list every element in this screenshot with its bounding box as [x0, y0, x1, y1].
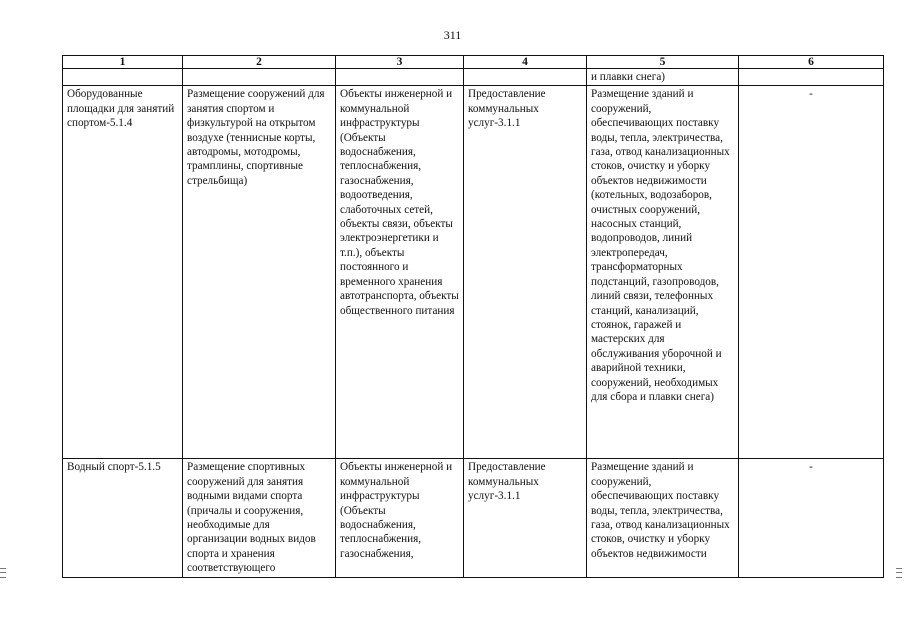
table-cell: Оборудованные площадки для занятий спортом-5.1.4	[63, 86, 183, 459]
scan-edge-mark	[896, 568, 902, 578]
table-cell	[464, 69, 587, 86]
table-cell: и плавки снега)	[587, 69, 739, 86]
column-header: 6	[739, 56, 884, 69]
table-row	[63, 86, 884, 459]
table-cell: Размещение зданий и сооружений, обеспечивающих поставку воды, тепла, электричества, газа, отвод канализационных стоков, очистку и уборку объектов недвижимости	[587, 459, 739, 578]
column-header: 4	[464, 56, 587, 69]
column-header: 2	[183, 56, 336, 69]
table-cell	[739, 69, 884, 86]
table-cell: Размещение зданий и сооружений, обеспечивающих поставку воды, тепла, электричества, газа, отвод канализационных стоков, очистку и уборку объектов недвижимости (котельных, водозаборов, очистных сооружений, насосных станций, водопроводов, линий электропередач, трансформаторных подстанций, газопроводов, линий связи, телефонных станций, канализаций, стоянок, гаражей и мастерских для обслуживания уборочной и аварийной техники, сооружений, необходимых для сбора и плавки снега)	[587, 86, 739, 459]
table-cell	[336, 69, 464, 86]
column-header: 5	[587, 56, 739, 69]
table-cell: Размещение спортивных сооружений для занятия водными видами спорта (причалы и сооружения, необходимые для организации водных видов спорта и хранения соответствующего	[183, 459, 336, 578]
table-cell: Водный спорт-5.1.5	[63, 459, 183, 578]
land-use-table	[62, 55, 884, 578]
table-row	[63, 459, 884, 578]
table-cell	[183, 69, 336, 86]
table-cell	[63, 69, 183, 86]
table-cell: Предоставление коммунальных услуг-3.1.1	[464, 86, 587, 459]
table-header-row	[63, 56, 884, 69]
continuation-row	[63, 69, 884, 86]
table-cell: -	[739, 86, 884, 459]
table-cell: Размещение сооружений для занятия спортом и физкультурой на открытом воздухе (теннисные корты, автодромы, мотодромы, трамплины, спортивные стрельбища)	[183, 86, 336, 459]
page-number: 311	[443, 28, 462, 42]
table-cell: Объекты инженерной и коммунальной инфраструктуры (Объекты водоснабжения, теплоснабжения, газоснабжения,	[336, 459, 464, 578]
table-cell: -	[739, 459, 884, 578]
column-header: 1	[63, 56, 183, 69]
table-cell: Предоставление коммунальных услуг-3.1.1	[464, 459, 587, 578]
table-cell: Объекты инженерной и коммунальной инфраструктуры (Объекты водоснабжения, теплоснабжения, газоснабжения, водоотведения, слаботочных сетей, объекты связи, объекты электроэнергетики и т.п.), объекты постоянного и временного хранения автотранспорта, объекты общественного питания	[336, 86, 464, 459]
column-header: 3	[336, 56, 464, 69]
scan-edge-mark	[0, 568, 6, 578]
